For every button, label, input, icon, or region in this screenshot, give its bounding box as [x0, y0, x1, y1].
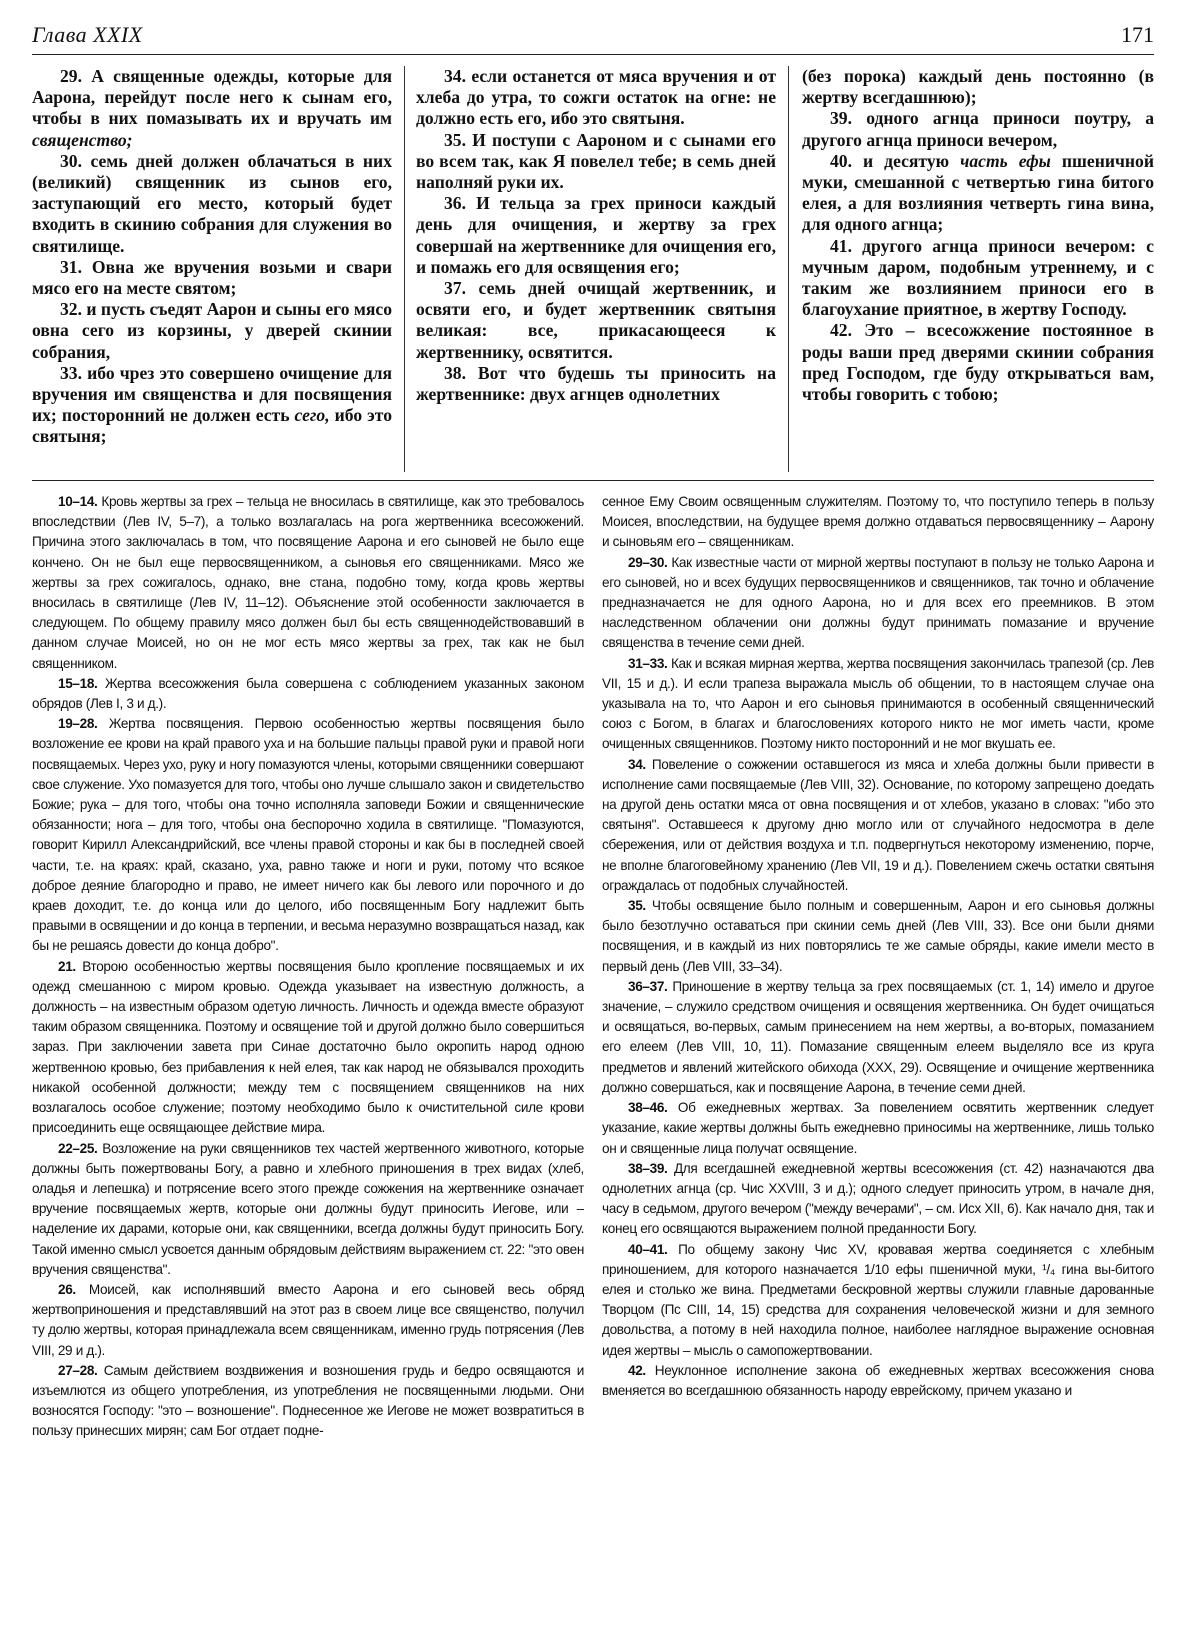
- commentary-column-1: [32, 492, 584, 1622]
- verse-text: 38. Вот что будешь ты приносить на жертвеннике: двух агнцев однолетних: [416, 362, 776, 405]
- verse-text: 37. семь дней очищай жертвенник, и освяти его, и будет жертвенник святыня великая: все, прикасающееся к жертвеннику, освятится.: [416, 278, 776, 362]
- verse-reference: 35.: [628, 898, 646, 914]
- verse-paragraph: [802, 108, 1154, 150]
- commentary-paragraph: [32, 1361, 584, 1442]
- commentary-paragraph: [602, 492, 1154, 553]
- scripture-text: [32, 66, 1154, 472]
- verse-reference: 42.: [628, 1362, 646, 1378]
- commentary-paragraph: [32, 957, 584, 1139]
- commentary-text: Жертва всесожжения была совершена с соблюдением указанных законом обрядов (Лев I, 3 и д.).: [32, 675, 584, 712]
- verse-text: 31. Овна же вручения возьми и свари мясо его на месте святом;: [32, 256, 392, 299]
- verse-paragraph: [416, 193, 776, 278]
- commentary-text: Второю особенностью жертвы посвящения было кропление посвящаемых и их одежд смешанною с миром кровью. Одежда указывает на известную должность, а должность – на известным образом одетую личность. Личность и одежда вместе образуют таким образом священника. Поэтому и освящение той и другой должно было совершиться зараз. При заключении завета при Синае достаточно было окропить народ одною жертвенною кровью, без прибавления к ней елея, так как народ не обязывался проходить никакой особенной должности; между тем с посвящением священников на них возлагалось особое служение; поэтому необходимо было к очистительной силе крови присоединить еще освящающее действие мира.: [32, 958, 584, 1136]
- commentary-text: Жертва посвящения. Первою особенностью жертвы посвящения было возложение ее крови на край правого уха и на большие пальцы правой руки и правой ноги посвящаемых. Через ухо, руку и ногу помазуются члены, которыми священники совершают свое служение. Ухо помазуется для того, чтобы оно лучше слышало закон и свидетельство Божие; рука – для того, чтобы она точно исполняла заповеди Божии и священнические обязанности; нога – для того, чтобы она беспорочно ходила в святилище. "Помазуются, говорит Кирилл Александрийский, все члены правой стороны и как бы в последней своей части, т.е. на краях: край, сказано, уха, равно также и ноги и руки, потому что всякое доброе деяние благородно и право, не имеет ничего как бы левого или порочного и до краев доходит, т.е. до конца или до целого, ибо посвященным Богу надлежит быть правыми в освящении и до конца в терпении, и весьма неразумно возвращаться назад, как бы не решаясь довести до конца добро".: [32, 716, 584, 954]
- verse-text: 34. если останется от мяса вручения и от хлеба до утра, то сожги остаток на огне: не должно есть его, ибо это святыня.: [416, 66, 776, 129]
- verse-paragraph: [32, 257, 392, 299]
- verse-text: 29. А священные одежды, которые для Аарона, перейдут после него к сынам его, чтобы в них помазывать их и вручать им: [32, 66, 392, 129]
- commentary-text: Чтобы освящение было полным и совершенным, Аарон и его сыновья должны было безотлучно оставаться при скинии семь дней (Лев VIII, 33). Все они были днями посвящения, и в каждый из них повторялись те же самые обряды, какие имели место в первый день (Лев VIII, 33–34).: [602, 898, 1154, 974]
- commentary-column-2: [602, 492, 1154, 1622]
- verse-paragraph: [802, 320, 1154, 405]
- commentary-text: По общему закону Чис XV, кровавая жертва соединяется с хлебным приношением, для которого назначается 1/10 ефы пшеничной муки, ¹/₄ гина вы-битого елея и столько же вина. Предметами бескровной жертвы служили главные дарованные Творцом (Пс CIII, 14, 15) средства для сохранения человеческой жизни и для земного довольства, а потому в ней находила полное, наиболее наглядное выражение основная идея жертвы – мысль о самопожертвовании.: [602, 1241, 1154, 1358]
- commentary-text: Приношение в жертву тельца за грех посвящаемых (ст. 1, 14) имело и другое значение, – служило средством очищения и освящения жертвенника. Он будет очищаться и освящаться, во-первых, самым принесением на нем жертвы, а во-вторых, помазанием его елеем (Лев VIII, 10, 11). Помазание священным елеем выделяло все из круга предметов и явлений житейского обихода (XXX, 29). Освящение и очищение жертвенника должно совершаться, как и посвящение Аарона, в течение семи дней.: [602, 978, 1154, 1095]
- commentary-text: Самым действием воздвижения и возношения грудь и бедро освящаются и изъемлются из общего употребления, из употребления не посвященными людьми. Они возносятся Господу: "это – возношение". Поднесенное же Иегове не может возвратиться в пользу принесших мирян; сам Бог отдает подне-: [32, 1362, 584, 1439]
- verse-paragraph: [32, 151, 392, 257]
- verse-italic-word: священство;: [32, 129, 133, 150]
- verse-reference: 38–46.: [628, 1100, 668, 1116]
- commentary-paragraph: [602, 1361, 1154, 1401]
- verse-paragraph: [32, 299, 392, 363]
- verse-reference: 10–14.: [58, 494, 98, 509]
- commentary-paragraph: [602, 977, 1154, 1098]
- chapter-title: Глава XXIX: [32, 22, 143, 47]
- scripture-column-3: [802, 66, 1154, 472]
- verse-reference: 26.: [58, 1281, 76, 1297]
- verse-paragraph: [802, 66, 1154, 108]
- column-divider: [788, 66, 789, 472]
- verse-reference: 36–37.: [628, 978, 668, 994]
- commentary-paragraph: [602, 755, 1154, 896]
- verse-reference: 21.: [58, 958, 76, 974]
- verse-text: пшеничной муки, смешанной с четвертью гина битого елея, а для возлияния четверть гина вина, для одного агнца;: [802, 150, 1154, 235]
- verse-paragraph: [802, 151, 1154, 236]
- page-number: 171: [1121, 22, 1154, 47]
- verse-paragraph: [32, 66, 392, 151]
- commentary-text: Для всегдашней ежедневной жертвы всесожжения (ст. 42) назначаются два однолетних агнца (ср. Чис XXVIII, 3 и д.); одного следует приносить утром, в начале дня, часу в седьмом, другого вечером ("между вечерами", – см. Исх XII, 6). Как начало дня, так и конец его освящаются выражением полной преданности Богу.: [602, 1160, 1154, 1237]
- verse-paragraph: [416, 278, 776, 363]
- verse-text: 32. и пусть съедят Аарон и сыны его мясо овна сего из корзины, у дверей скинии собрания,: [32, 299, 392, 362]
- commentary-text: Моисей, как исполнявший вместо Аарона и его сыновей весь обряд жертвоприношения и представлявший на этот раз в своем лице все священство, получил ту долю жертвы, которая принадлежала всем священникам, именно грудь потрясения (Лев VIII, 29 и д.).: [32, 1281, 584, 1358]
- commentary-text: Как и всякая мирная жертва, жертва посвящения закончилась трапезой (ср. Лев VII, 15 и д.). И если трапеза выражала мысль об общении, то в настоящем случае она указывала на то, что Аарон и его сыновья принимаются в особенный священнический союз с Богом, в благах и благословениях которого никто не мог иметь части, кроме очищенных священников. Поэтому никто посторонний и не мог вкушать ее.: [602, 655, 1154, 752]
- verse-text: 42. Это – всесожжение постоянное в роды ваши пред дверями скинии собрания пред Господом, где буду открываться вам, чтобы говорить с тобою;: [802, 320, 1154, 405]
- section-separator: [32, 480, 1154, 481]
- verse-text: 30. семь дней должен облачаться в них (великий) священник из сынов его, заступающий его место, который будет входить в скинию собрания для служения во святилище.: [32, 150, 392, 256]
- commentary-paragraph: [602, 1098, 1154, 1159]
- running-header: [32, 20, 1154, 55]
- verse-text: 35. И поступи с Аароном и с сынами его во всем так, как Я повелел тебе; в семь дней наполняй руки их.: [416, 129, 776, 193]
- verse-paragraph: [32, 363, 392, 448]
- commentary-text: Неуклонное исполнение закона об ежедневных жертвах всесожжения снова вменяется во всегдашнюю обязанность народу еврейскому, причем указано и: [602, 1362, 1154, 1398]
- scripture-column-2: [416, 66, 776, 472]
- verse-reference: 34.: [628, 756, 646, 772]
- commentary-paragraph: [602, 1159, 1154, 1240]
- commentary-paragraph: [32, 492, 584, 674]
- verse-text: 33. ибо чрез это совершено очищение для вручения им священства и для посвящения их; посторонний не должен есть: [32, 362, 392, 426]
- commentary-paragraph: [32, 674, 584, 714]
- commentary-paragraph: [32, 1139, 584, 1280]
- verse-reference: 27–28.: [58, 1362, 98, 1378]
- verse-reference: 31–33.: [628, 655, 668, 671]
- commentary-paragraph: [602, 654, 1154, 755]
- verse-italic-word: часть ефы: [960, 150, 1051, 171]
- verse-italic-word: сего,: [294, 405, 330, 426]
- verse-text: 39. одного агнца приноси поутру, а другого агнца приноси вечером,: [802, 108, 1154, 150]
- verse-paragraph: [416, 363, 776, 405]
- column-divider: [404, 66, 405, 472]
- commentary-text: Возложение на руки священников тех частей жертвенного животного, которые должны быть пожертвованы Богу, а равно и хлебного приношения в трех видах (хлеб, оладья и лепешка) и потрясение всего этого прежде сожжения на жертвеннике означает вручение посвящаемых жертв, которые они должны будут приносить Иегове, или – наделение их дарами, которые они, как священники, всегда должны будут приносить Богу. Такой именно смысл усвоется данным обрядовым действиям выражением ст. 22: "это овен вручения священства".: [32, 1140, 584, 1277]
- scripture-column-1: [32, 66, 392, 472]
- commentary-paragraph: [602, 1240, 1154, 1361]
- commentary-paragraph: [32, 1280, 584, 1361]
- verse-paragraph: [416, 66, 776, 130]
- verse-reference: 38–39.: [628, 1160, 668, 1176]
- commentary-paragraph: [602, 553, 1154, 654]
- verse-reference: 29–30.: [628, 554, 668, 570]
- verse-paragraph: [802, 236, 1154, 321]
- commentary-text: Как известные части от мирной жертвы поступают в пользу не только Аарона и его сыновей, но и всех будущих первосвященников и священников, так точно и облачение предназначается не для одного Аарона, но и для всех его преемников. В этом наследственном облачении они должны будут принимать помазание и вручение священства в течение семи дней.: [602, 554, 1154, 651]
- verse-paragraph: [416, 130, 776, 194]
- commentary-text: Кровь жертвы за грех – тельца не вносилась в святилище, как это требовалось впоследствии (Лев IV, 5–7), а только возлагалась на рога жертвенника всесожжений. Причина этого заключалась в том, что посвящение Аарона и его сыновей не было еще кончено. Он не был еще первосвященником, а сыновья его священниками. Мясо же жертвы за грех сожигалось, однако, вне стана, подобно тому, когда кровь жертвы вносилась в святилище (Лев IV, 11–12). Объяснение этой особенности заключается в следующем. По общему правилу мясо должен был бы есть священнодействовавший в данном случае Моисей, но он не мог есть мясо жертвы за грех, так как не был священником.: [32, 494, 584, 671]
- verse-text: 41. другого агнца приноси вечером: с мучным даром, подобным утреннему, и с таким же возлиянием приноси его в благоухание приятное, в жертву Господу.: [802, 235, 1154, 320]
- verse-text: ибо это святыня;: [32, 405, 392, 447]
- verse-reference: 40–41.: [628, 1241, 668, 1257]
- verse-text: 40. и десятую: [830, 150, 950, 171]
- verse-text: 36. И тельца за грех приноси каждый день для очищения, и жертву за грех совершай на жертвеннике для очищения его, и помажь его для освящения его;: [416, 193, 776, 277]
- commentary-text: Об ежедневных жертвах. За повелением освятить жертвенник следует указание, какие жертвы должны быть ежедневно приносимы на жертвеннике, лишь только он и священные лица получат освящение.: [602, 1100, 1154, 1156]
- verse-reference: 22–25.: [58, 1140, 98, 1156]
- verse-reference: 19–28.: [58, 716, 98, 732]
- verse-reference: 15–18.: [58, 675, 98, 691]
- verse-text: (без порока) каждый день постоянно (в жертву всегдашнюю);: [802, 66, 1154, 108]
- commentary-paragraph: [602, 896, 1154, 977]
- commentary-paragraph: [32, 714, 584, 956]
- commentary-text: Повеление о сожжении оставшегося из мяса и хлеба должны были привести в исполнение сами посвящаемые (Лев VIII, 32). Основание, по которому запрещено доедать на другой день остатки мяса от овна посвящения и от хлебов, указано в словах: "ибо это святыня". Оставшееся к другому дню могло или от случайного недосмотра в деле сбережения, или от действия воздуха и т.п. подвергнуться некоторому изменению, порче, не вполне благоговейному хранению (Лев VII, 19 и д.). Повелением сжечь остатки святыня ограждалась от подобных случайностей.: [602, 756, 1154, 893]
- commentary-text: сенное Ему Своим освященным служителям. Поэтому то, что поступило теперь в пользу Моисея, впоследствии, на будущее время должно отдаваться первосвященнику – Аарону и сыновьям его – священникам.: [602, 494, 1154, 550]
